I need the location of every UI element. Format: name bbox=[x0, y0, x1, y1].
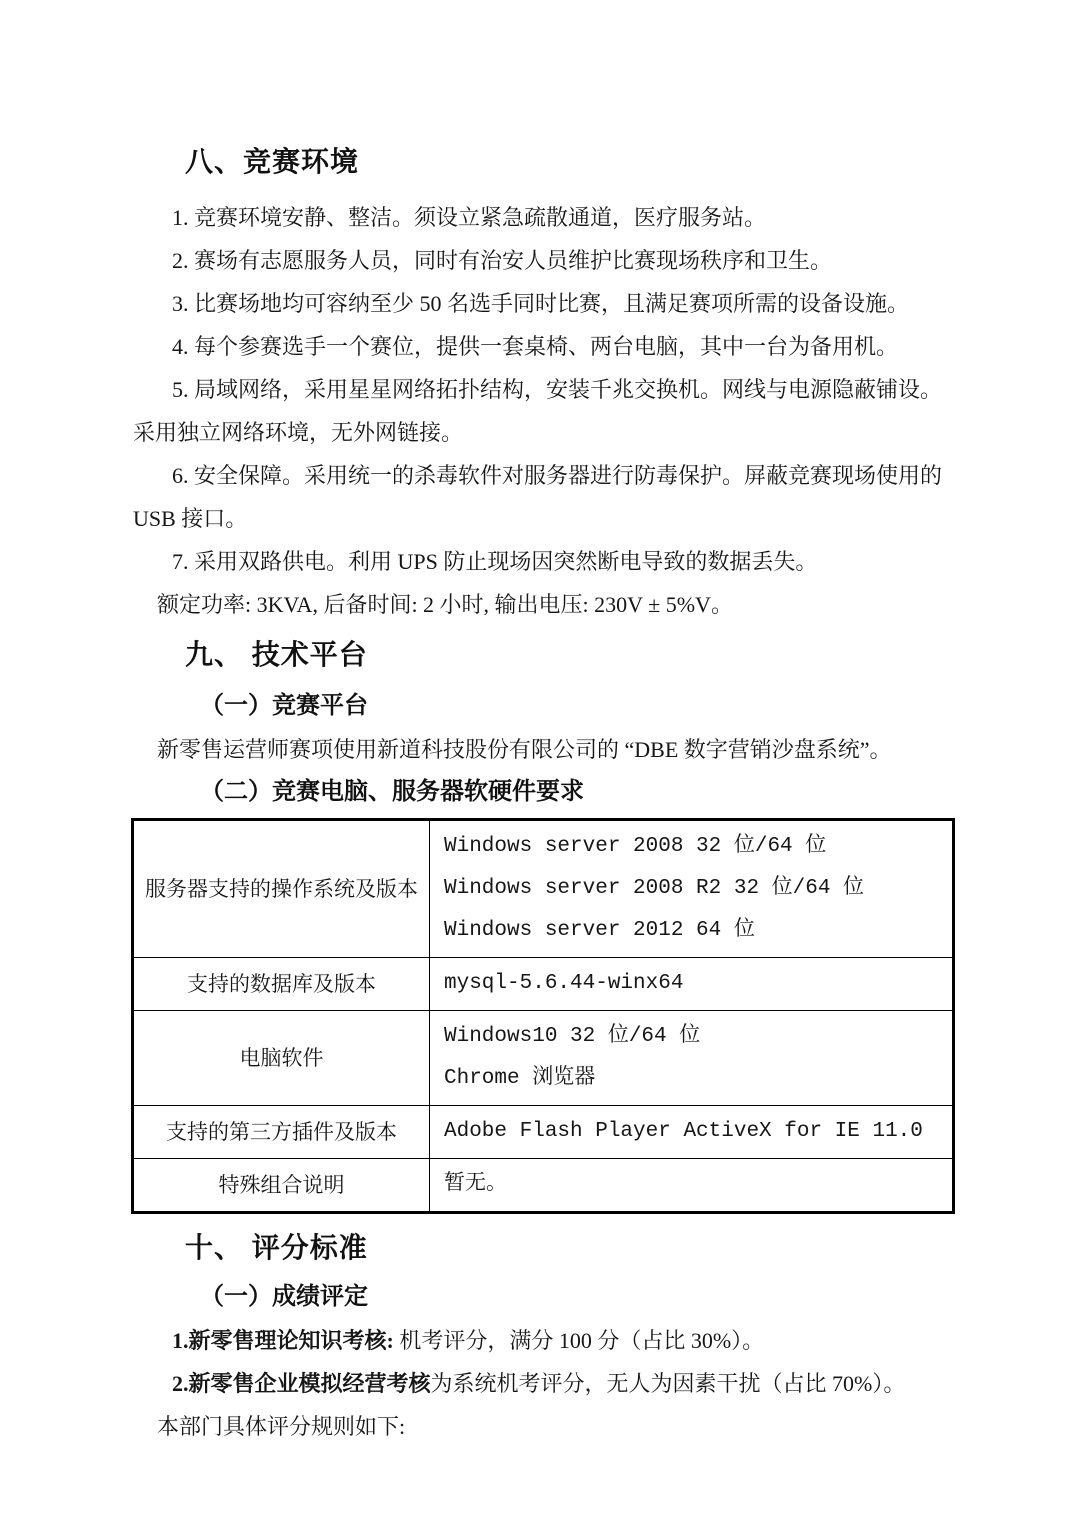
value-line: Windows10 32 位/64 位 bbox=[444, 1025, 701, 1048]
power-note: 额定功率: 3KVA, 后备时间: 2 小时, 输出电压: 230V ± 5%V。 bbox=[157, 592, 733, 617]
row-values bbox=[430, 1159, 954, 1213]
grading-item-1-bold: 1.新零售理论知识考核: bbox=[172, 1328, 394, 1353]
section8-heading: 八、竞赛环境 bbox=[185, 146, 360, 177]
table-row-plugins bbox=[133, 1106, 954, 1159]
grading-item-2-text: 为系统机考评分，无人为因素干扰（占比 70%）。 bbox=[430, 1371, 906, 1396]
value-line: Windows server 2008 32 位/64 位 bbox=[444, 835, 827, 858]
platform-text: 新零售运营师赛项使用新道科技股份有限公司的 “DBE 数字营销沙盘系统”。 bbox=[157, 737, 892, 762]
row-label: 支持的第三方插件及版本 bbox=[133, 1106, 430, 1159]
row-label: 支持的数据库及版本 bbox=[133, 958, 430, 1011]
env-item-1: 1. 竞赛环境安静、整洁。须设立紧急疏散通道，医疗服务站。 bbox=[172, 205, 767, 230]
env-item-6: 6. 安全保障。采用统一的杀毒软件对服务器进行防毒保护。屏蔽竞赛现场使用的 USB 接口。 bbox=[133, 463, 943, 531]
row-label: 特殊组合说明 bbox=[133, 1159, 430, 1213]
grading-subheading: （一）成绩评定 bbox=[200, 1284, 368, 1310]
env-item-2: 2. 赛场有志愿服务人员，同时有治安人员维护比赛现场秩序和卫生。 bbox=[172, 248, 833, 273]
row-values bbox=[430, 820, 954, 958]
row-label: 服务器支持的操作系统及版本 bbox=[133, 820, 430, 958]
value-line: mysql-5.6.44-winx64 bbox=[444, 972, 684, 995]
section10-heading: 十、 评分标准 bbox=[185, 1232, 368, 1263]
env-item-4: 4. 每个参赛选手一个赛位，提供一套桌椅、两台电脑，其中一台为备用机。 bbox=[172, 334, 899, 359]
grading-item-1-text: 机考评分，满分 100 分（占比 30%）。 bbox=[393, 1328, 765, 1353]
row-values bbox=[430, 1011, 954, 1106]
table-row-database bbox=[133, 958, 954, 1011]
value-line: 暂无。 bbox=[444, 1173, 507, 1196]
env-item-5: 5. 局域网络，采用星星网络拓扑结构，安装千兆交换机。网线与电源隐蔽铺设。采用独立网络环境，无外网链接。 bbox=[133, 377, 943, 445]
grading-item-2-bold: 2.新零售企业模拟经营考核 bbox=[172, 1371, 431, 1396]
requirements-subheading: （二）竞赛电脑、服务器软硬件要求 bbox=[200, 779, 584, 805]
table-row-pc-software bbox=[133, 1011, 954, 1106]
section9-heading: 九、 技术平台 bbox=[185, 639, 368, 670]
env-item-7: 7. 采用双路供电。利用 UPS 防止现场因突然断电导致的数据丢失。 bbox=[172, 549, 818, 574]
platform-subheading: （一）竞赛平台 bbox=[200, 693, 368, 719]
row-values bbox=[430, 1106, 954, 1159]
row-values bbox=[430, 958, 954, 1011]
value-line: Windows server 2008 R2 32 位/64 位 bbox=[444, 877, 865, 900]
spec-table bbox=[131, 818, 955, 1214]
table-row-server-os bbox=[133, 820, 954, 958]
value-line: Chrome 浏览器 bbox=[444, 1067, 596, 1090]
table-row-special-notes bbox=[133, 1159, 954, 1213]
row-label: 电脑软件 bbox=[133, 1011, 430, 1106]
value-line: Adobe Flash Player ActiveX for IE 11.0 bbox=[444, 1120, 923, 1143]
grading-item-1 bbox=[133, 1319, 955, 1362]
closing-line: 本部门具体评分规则如下: bbox=[157, 1414, 406, 1439]
value-line: Windows server 2012 64 位 bbox=[444, 919, 755, 942]
env-item-3: 3. 比赛场地均可容纳至少 50 名选手同时比赛，且满足赛项所需的设备设施。 bbox=[172, 291, 910, 316]
grading-item-2 bbox=[133, 1362, 955, 1405]
